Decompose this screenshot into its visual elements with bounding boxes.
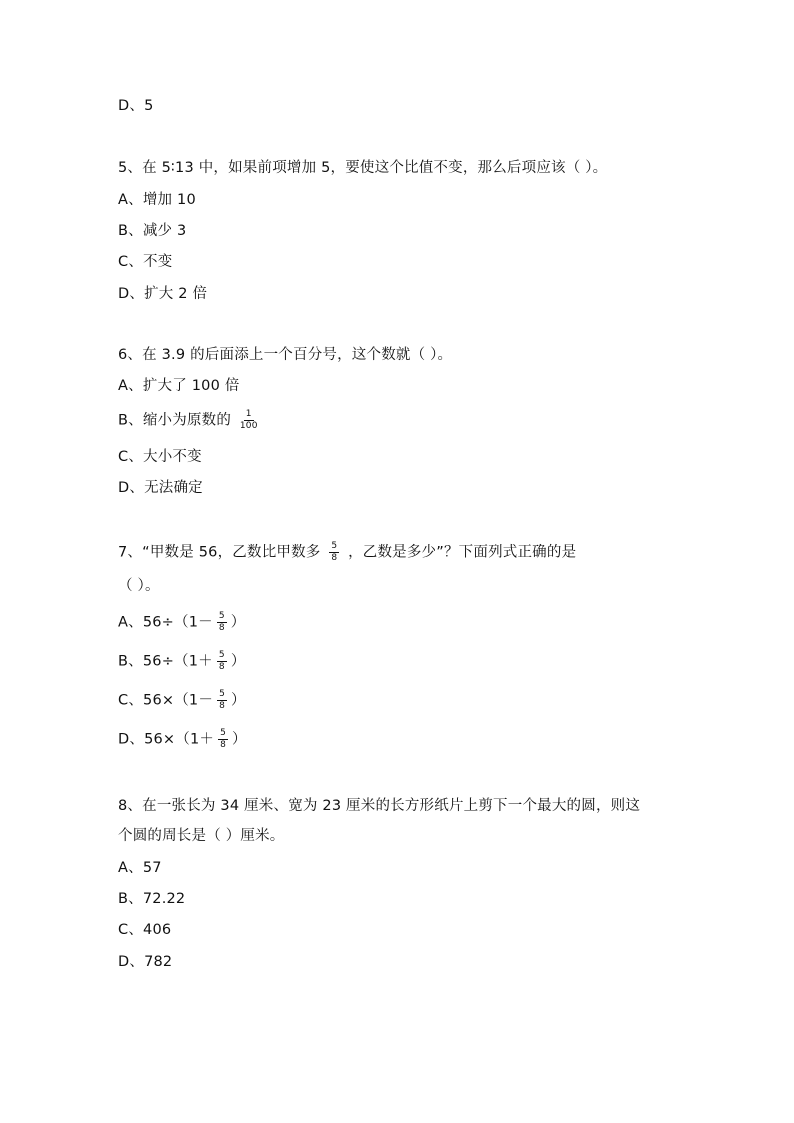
close-paren: ）	[230, 653, 246, 670]
q7-option-c-fraction	[217, 690, 227, 711]
q8-stem-line2: 个圆的周长是（ ）厘米。	[118, 828, 285, 844]
q7-option-b-text: B、56÷（1＋	[118, 653, 213, 670]
fraction-numerator: 5	[331, 541, 338, 551]
q7-option-a-fraction	[217, 612, 227, 633]
q6-stem: 6、在 3.9 的后面添上一个百分号，这个数就（ ）。	[118, 347, 453, 363]
q8-option-c: C、406	[118, 922, 172, 938]
q7-option-a	[118, 612, 246, 633]
fraction-denominator: 8	[219, 701, 225, 711]
q6-option-a: A、扩大了 100 倍	[118, 378, 240, 394]
q5-option-a: A、增加 10	[118, 192, 196, 208]
q5-option-c: C、不变	[118, 254, 173, 270]
fraction-numerator: 5	[218, 611, 225, 621]
q5-stem: 5、在 5∶13 中，如果前项增加 5，要使这个比值不变，那么后项应该（ ）。	[118, 160, 608, 176]
q7-option-a-text: A、56÷（1－	[118, 614, 213, 631]
q7-option-d-text: D、56×（1＋	[118, 731, 215, 748]
q8-option-a: A、57	[118, 860, 162, 876]
fraction-numerator: 1	[245, 409, 252, 419]
q7-stem	[118, 542, 576, 563]
q6-option-c: C、大小不变	[118, 449, 202, 465]
q6-fraction	[240, 410, 258, 431]
fraction-denominator: 8	[218, 623, 225, 633]
fraction-denominator: 8	[331, 553, 338, 563]
q7-stem-part-b: ，乙数是多少”？下面列式正确的是	[348, 544, 577, 561]
q7-stem-line2: （ ）。	[118, 578, 160, 594]
q7-stem-fraction	[329, 542, 339, 563]
q6-option-b-text: B、缩小为原数的	[118, 412, 232, 429]
fraction-denominator: 8	[218, 662, 225, 672]
fraction-denominator: 8	[220, 740, 227, 750]
fraction-numerator: 5	[219, 689, 225, 699]
q7-option-c	[118, 690, 246, 711]
q8-option-b: B、72.22	[118, 891, 186, 907]
fraction-denominator: 100	[239, 421, 258, 431]
q7-option-d	[118, 729, 247, 750]
fraction-numerator: 5	[220, 728, 227, 738]
q8-option-d: D、782	[118, 954, 173, 970]
q4-option-d: D、5	[118, 98, 154, 114]
q7-stem-part-a: 7、“甲数是 56，乙数比甲数多	[118, 544, 321, 561]
q7-option-b-fraction	[217, 651, 227, 672]
q7-option-b	[118, 651, 246, 672]
q7-option-c-text: C、56×（1－	[118, 692, 214, 709]
q6-option-d: D、无法确定	[118, 480, 203, 496]
q5-option-d: D、扩大 2 倍	[118, 286, 208, 302]
close-paren: ）	[232, 731, 247, 748]
q6-option-b	[118, 410, 262, 431]
fraction-numerator: 5	[218, 650, 225, 660]
q8-stem-line1: 8、在一张长为 34 厘米、宽为 23 厘米的长方形纸片上剪下一个最大的圆，则这	[118, 798, 641, 814]
close-paren: ）	[230, 614, 246, 631]
q7-option-d-fraction	[218, 729, 228, 750]
q5-option-b: B、减少 3	[118, 223, 187, 239]
close-paren: ）	[231, 692, 246, 709]
